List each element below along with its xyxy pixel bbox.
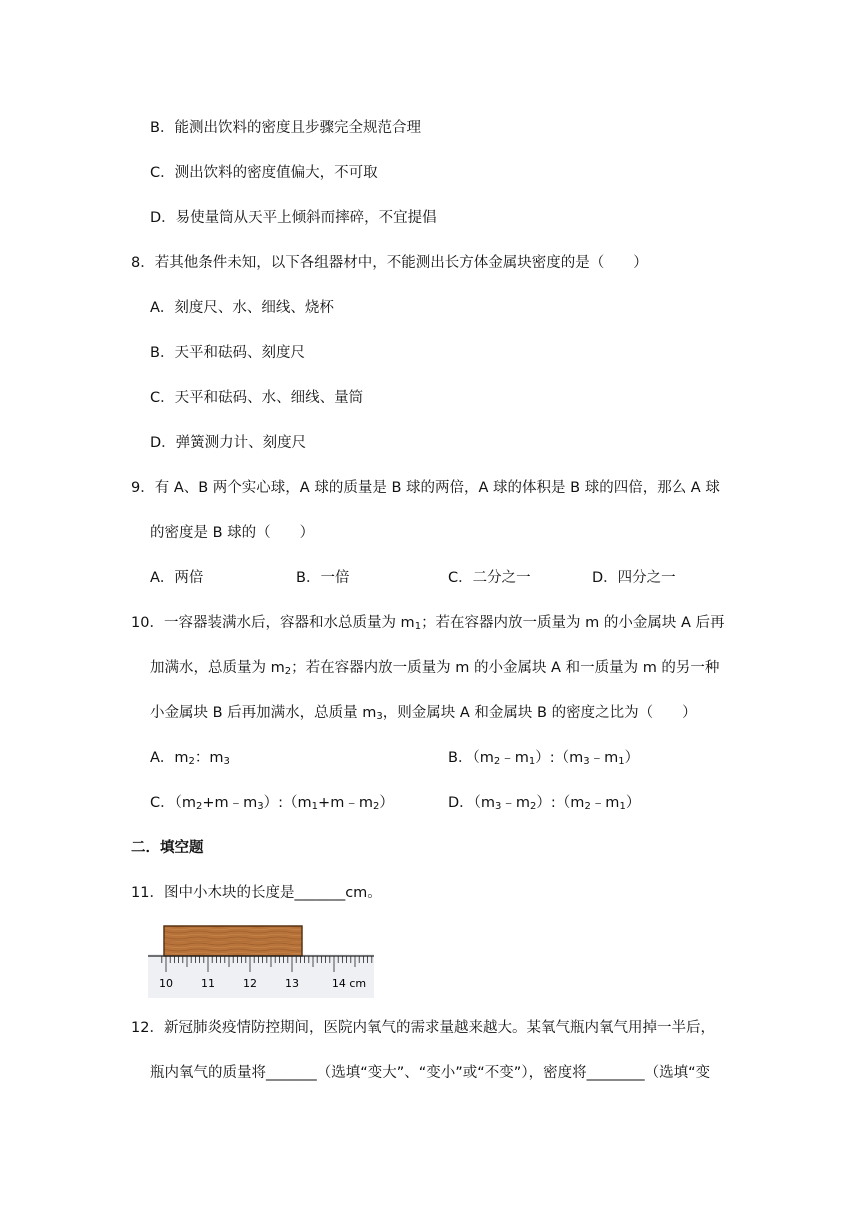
q10-stem-line1: 10．一容器装满水后，容器和水总质量为 $m_1$；若在容器内放一质量为 m 的小金属块 A 后再 xyxy=(131,615,725,632)
q12-stem-line1: 12．新冠肺炎疫情防控期间，医院内氧气的需求量越来越大。某氧气瓶内氧气用掉一半后， xyxy=(131,1020,715,1036)
ruler-label-13: 13 xyxy=(285,977,299,990)
q9-option-a: A．两倍 xyxy=(150,570,204,586)
q10-option-b: B．$(m_2﹣m_1):(m_3﹣m_1)$ xyxy=(448,750,640,767)
q10-stem-line3: 小金属块 B 后再加满水，总质量 $m_3$，则金属块 A 和金属块 B 的密度之比为（ ） xyxy=(150,705,697,722)
q8-option-c: C．天平和砝码、水、细线、量筒 xyxy=(150,390,364,406)
q8-option-b: B．天平和砝码、刻度尺 xyxy=(150,345,305,361)
q10-option-d: D．$(m_3﹣m_2):(m_2﹣m_1)$ xyxy=(448,795,641,812)
ruler-label-11: 11 xyxy=(201,977,215,990)
ruler-label-10: 10 xyxy=(159,977,173,990)
q8-option-d: D．弹簧测力计、刻度尺 xyxy=(150,435,307,451)
q8-option-a: A．刻度尺、水、细线、烧杯 xyxy=(150,300,334,316)
q9-option-b: B．一倍 xyxy=(296,570,350,586)
q9-option-c: C．二分之一 xyxy=(448,570,531,586)
q10-option-a: A．$m_2$：$m_3$ xyxy=(150,750,230,767)
q8-stem: 8．若其他条件未知，以下各组器材中，不能测出长方体金属块密度的是（ ） xyxy=(131,255,648,271)
q10-stem-line2: 加满水，总质量为 $m_2$；若在容器内放一质量为 m 的小金属块 A 和一质量为 m 的另一种 xyxy=(150,660,720,677)
q10-option-c: C．$(m_2+m﹣m_3):(m_1+m﹣m_2)$ xyxy=(150,795,394,812)
section-title-fill-in: 二．填空题 xyxy=(131,840,204,856)
q11-stem: 11．图中小木块的长度是_______cm。 xyxy=(131,885,382,901)
ruler-label-14cm: 14 cm xyxy=(331,977,367,990)
ruler-body xyxy=(148,954,374,998)
ruler-label-12: 12 xyxy=(243,977,257,990)
q7-option-d: D．易使量筒从天平上倾斜而摔碎，不宜提倡 xyxy=(150,210,437,226)
q7-option-c: C．测出饮料的密度值偏大，不可取 xyxy=(150,165,378,181)
q7-option-b: B．能测出饮料的密度且步骤完全规范合理 xyxy=(150,120,421,136)
q9-stem-line2: 的密度是 B 球的（ ） xyxy=(150,525,315,541)
q12-stem-line2: 瓶内氧气的质量将_______（选填“变大”、“变小”或“不变”），密度将________（选填“变 xyxy=(150,1065,711,1081)
ruler-wood-block-figure xyxy=(148,924,374,998)
q9-stem-line1: 9．有 A、B 两个实心球，A 球的质量是 B 球的两倍，A 球的体积是 B 球的四倍，那么 A 球 xyxy=(131,480,720,496)
q9-option-d: D．四分之一 xyxy=(592,570,676,586)
